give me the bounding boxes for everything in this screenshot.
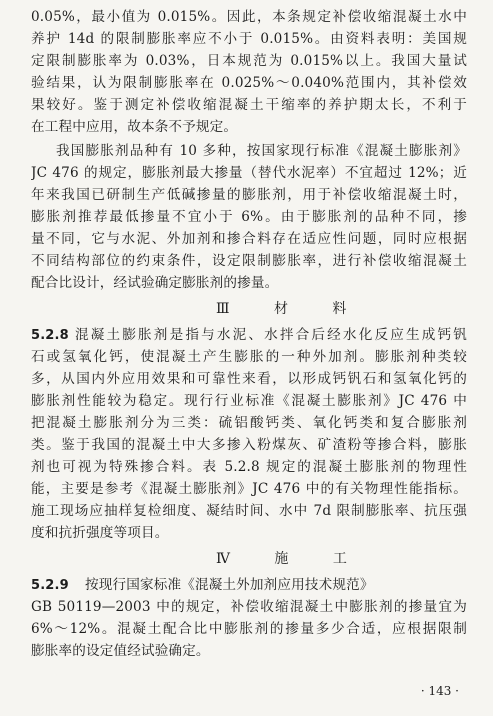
text-line: 在工程中应用，故本条不予规定。 xyxy=(31,119,238,135)
text-line: 不同结构部位的约束条件，设定限制膨胀率，进行补偿收缩混凝土 xyxy=(31,253,467,269)
text-line: 按现行国家标准《混凝土外加剂应用技术规范》 xyxy=(85,577,374,593)
text-line: 膨胀率的设定值经试验确定。 xyxy=(31,643,210,659)
clause-number: 5.2.9 xyxy=(31,578,69,593)
text-line: GB 50119—2003 中的规定，补偿收缩混凝土中膨胀剂的掺量宜为 xyxy=(31,599,467,615)
text-line: 多，从国内外应用效果和可靠性来看，以形成钙钒石和氢氧化钙的 xyxy=(31,371,467,387)
text-line: 类。鉴于我国的混凝土中大多掺入粉煤灰、矿渣粉等掺合料，膨胀 xyxy=(31,437,467,453)
page-number: · 143 · xyxy=(420,684,459,698)
text-line: 把混凝土膨胀剂分为三类：硫铝酸钙类、氧化钙类和复合膨胀剂 xyxy=(31,415,467,431)
text-line: 年来我国已研制生产低碱掺量的膨胀剂，用于补偿收缩混凝土时， xyxy=(31,187,467,203)
text-line: 施工现场应抽样复检细度、凝结时间、水中 7d 限制膨胀率、抗压强 xyxy=(31,503,467,519)
text-line: 我国膨胀剂品种有 10 多种，按国家现行标准《混凝土膨胀剂》 xyxy=(56,143,467,159)
clause-number: 5.2.8 xyxy=(31,328,69,343)
section-heading-materials: Ⅲ 材 料 xyxy=(216,301,367,317)
text-line: 0.05%，最小值为 0.015%。因此，本条规定补偿收缩混凝土水中 xyxy=(31,9,467,25)
text-line: 配合比设计，经试验确定膨胀剂的掺量。 xyxy=(31,275,279,291)
text-line: 定限制膨胀率为 0.03%，日本规范为 0.015%以上。我国大量试 xyxy=(31,53,467,69)
text-line: JC 476 的规定，膨胀剂最大掺量（替代水泥率）不宜超过 12%；近 xyxy=(31,165,467,181)
text-line: 验结果，认为限制膨胀率在 0.025%～0.040%范围内，其补偿效 xyxy=(31,75,467,91)
text-line: 度和抗折强度等项目。 xyxy=(31,525,169,541)
text-line: 膨胀剂推荐最低掺量不宜小于 6%。由于膨胀剂的品种不同，掺 xyxy=(31,209,467,225)
text-line: 6%～12%。混凝土配合比中膨胀剂的掺量多少合适，应根据限制 xyxy=(31,621,467,637)
text-line: 果较好。鉴于测定补偿收缩混凝土干缩率的养护期太长，不利于 xyxy=(31,97,467,113)
section-heading-construction: Ⅳ 施 工 xyxy=(216,551,367,567)
text-line: 能，主要是参考《混凝土膨胀剂》JC 476 中的有关物理性能指标。 xyxy=(31,481,467,497)
text-line: 量不同，它与水泥、外加剂和掺合料存在适应性问题，同时应根据 xyxy=(31,231,467,247)
text-line: 混凝土膨胀剂是指与水泥、水拌合后经水化反应生成钙钒 xyxy=(75,327,467,343)
text-line: 养护 14d 的限制膨胀率应不小于 0.015%。由资料表明：美国规 xyxy=(31,31,467,47)
text-line: 石或氢氧化钙，使混凝土产生膨胀的一种外加剂。膨胀剂种类较 xyxy=(31,349,467,365)
text-line: 膨胀剂性能较为稳定。现行行业标准《混凝土膨胀剂》JC 476 中 xyxy=(31,393,467,409)
text-line: 剂也可视为特殊掺合料。表 5.2.8 规定的混凝土膨胀剂的物理性 xyxy=(31,459,467,475)
